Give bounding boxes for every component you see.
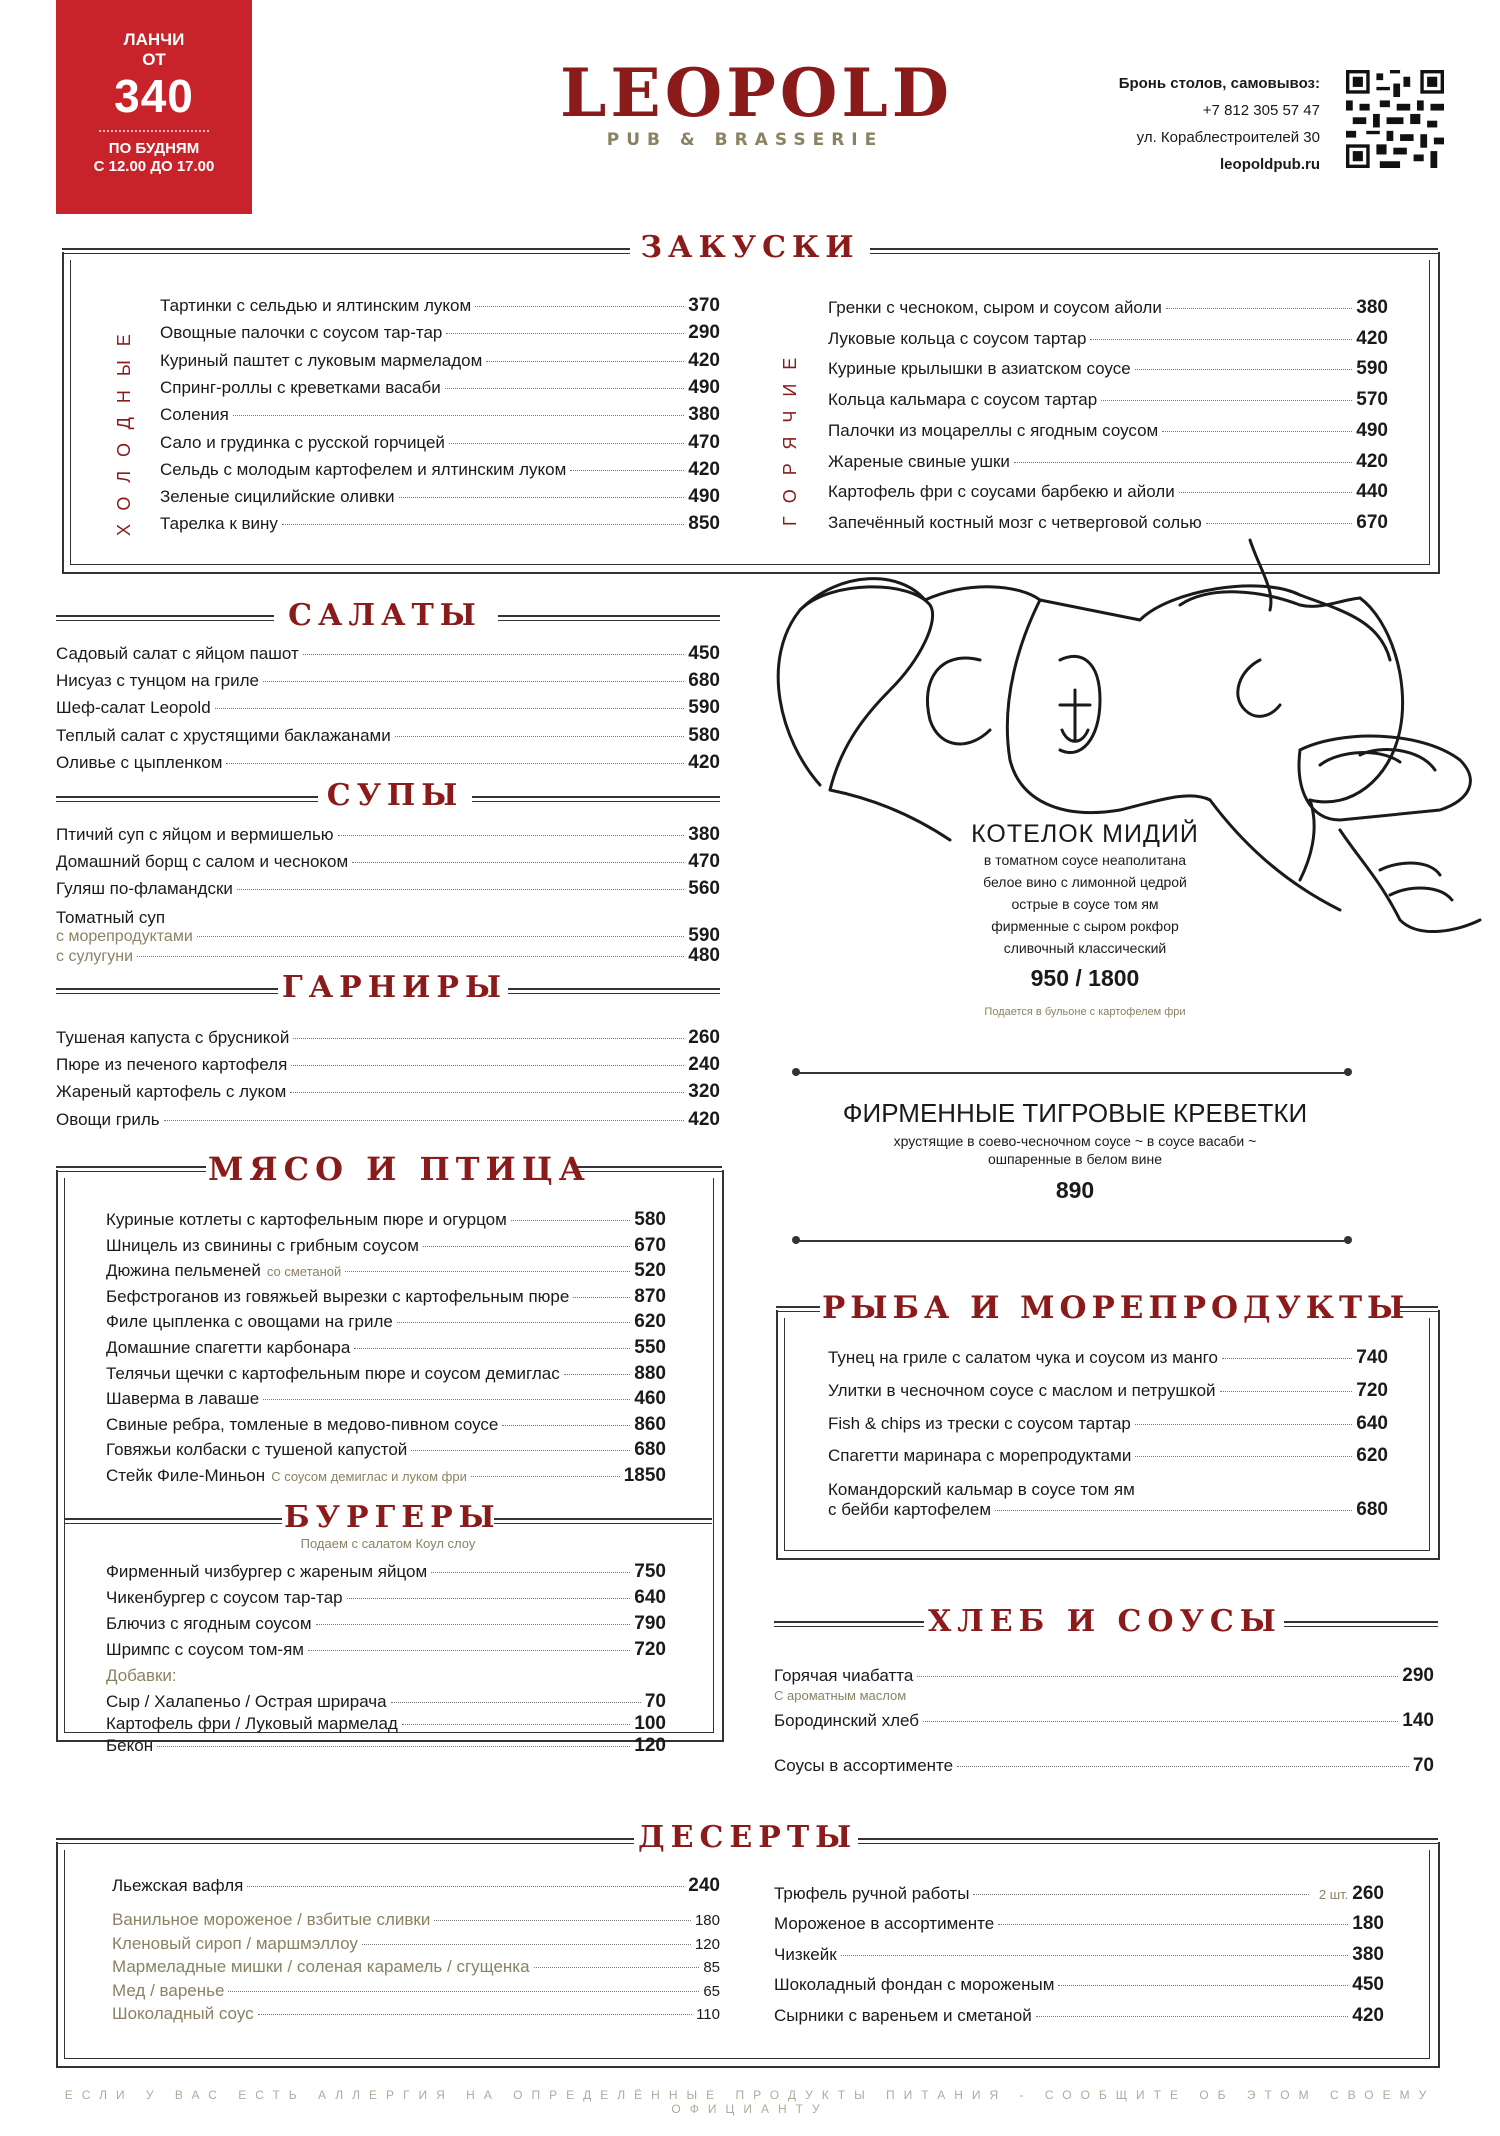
list-item <box>160 458 720 482</box>
dish-name: Жареные свиные ушки <box>828 451 1010 471</box>
dish-name: Улитки в чесночном соусе с маслом и петрушкой <box>828 1380 1216 1400</box>
contacts-title: Бронь столов, самовывоз: <box>1118 75 1320 92</box>
dish-name: Шаверма в лаваше <box>106 1389 260 1409</box>
hot-label: ГОРЯЧИЕ <box>780 343 800 526</box>
price: 640 <box>634 1587 666 1608</box>
divider <box>56 988 278 994</box>
price: 880 <box>634 1362 666 1384</box>
price: 640 <box>1356 1412 1388 1434</box>
dish-name: Блючиз с ягодным соусом <box>106 1614 312 1633</box>
list-item <box>774 2004 1384 2028</box>
price: 590 <box>688 697 720 719</box>
list-item <box>828 1444 1388 1468</box>
dish-name: Картофель фри с соусами барбекю и айоли <box>828 482 1175 502</box>
logo-subtitle: PUB & BRASSERIE <box>606 130 884 150</box>
dish-name: Шницель из свинины с грибным соусом <box>106 1235 419 1255</box>
price: 490 <box>688 376 720 398</box>
list-item <box>828 450 1388 474</box>
list-item <box>828 388 1388 412</box>
list-item <box>828 1412 1388 1436</box>
mussels-options <box>940 849 1230 959</box>
dish-name: Мед / варенье <box>112 1980 225 2000</box>
dish-name: Томатный суп <box>56 908 166 927</box>
list-item <box>112 1932 720 1957</box>
divider <box>774 1621 924 1627</box>
price: 240 <box>688 1875 720 1896</box>
list-item <box>56 850 720 874</box>
price: 240 <box>688 1054 720 1076</box>
dish-name: Палочки из моцареллы с ягодным соусом <box>828 420 1159 440</box>
list-item <box>106 1712 666 1736</box>
list-item <box>774 1664 1434 1688</box>
dish-note: 2 шт. <box>1318 1887 1349 1902</box>
price: 180 <box>1352 1913 1384 1935</box>
divider <box>796 1072 1348 1074</box>
dish-name: Тарелка к вину <box>160 514 278 534</box>
phone[interactable]: +7 812 305 57 47 <box>1202 102 1320 119</box>
list-item <box>774 1754 1434 1778</box>
dish-name: Чизкейк <box>774 1944 837 1964</box>
list-item <box>160 349 720 373</box>
dish-name: Говяжьи колбаски с тушеной капустой <box>106 1440 408 1460</box>
shrimp-line1: хрустящие в соево-чесночном соусе ~ в соусе васаби ~ <box>893 1133 1257 1149</box>
dish-name: Тунец на гриле с салатом чука и соусом из манго <box>828 1348 1218 1367</box>
price: 620 <box>634 1311 666 1333</box>
dish-name: Трюфель ручной работы <box>774 1884 970 1903</box>
list-item <box>828 1379 1388 1403</box>
divider <box>508 988 720 994</box>
list-item <box>106 1586 666 1610</box>
dish-name: Птичий суп с яйцом и вермишелью <box>56 825 334 844</box>
list-item <box>106 1734 666 1758</box>
price: 850 <box>688 513 720 535</box>
list-item <box>112 1908 720 1933</box>
price: 560 <box>688 878 720 900</box>
mussels-option: острые в соусе том ям <box>1011 896 1159 912</box>
dish-name: Сало и грудинка с русской горчицей <box>160 432 445 452</box>
price: 420 <box>688 349 720 371</box>
list-item <box>160 376 720 400</box>
price: 750 <box>634 1561 666 1582</box>
dish-name: Филе цыпленка с овощами на гриле <box>106 1312 393 1332</box>
dish-name: Сельдь с молодым картофелем и ялтинским луком <box>160 459 567 479</box>
divider <box>870 248 1438 254</box>
dish-name: Домашние спагетти карбонара <box>106 1338 351 1357</box>
dish-name: Шоколадный фондан с мороженым <box>774 1975 1055 1995</box>
divider <box>796 1240 1348 1242</box>
dish-name: Куриный паштет с луковым мармеладом <box>160 350 483 370</box>
price: 490 <box>688 486 720 508</box>
dish-name: Мармеладные мишки / соленая карамель / сгущенка <box>112 1957 530 1977</box>
price: 140 <box>1402 1710 1434 1731</box>
price: 85 <box>703 1959 720 1977</box>
list-item <box>106 1259 666 1284</box>
price: 460 <box>634 1388 666 1410</box>
list-item <box>828 296 1388 320</box>
price: 590 <box>688 925 720 946</box>
list-item <box>106 1285 666 1309</box>
logo-name: LEOPOLD <box>560 54 953 132</box>
price: 740 <box>1356 1347 1388 1368</box>
price: 380 <box>1356 297 1388 318</box>
list-item <box>828 1346 1388 1370</box>
divider <box>776 1306 820 1312</box>
section-title-zakuski: ЗАКУСКИ <box>630 230 870 265</box>
mussels-price: 950 / 1800 <box>1030 965 1140 991</box>
shrimp-price: 890 <box>1055 1177 1095 1203</box>
list-item <box>774 1943 1384 1967</box>
price: 70 <box>644 1691 666 1712</box>
price: 65 <box>703 1982 720 2000</box>
list-item <box>112 1979 720 2004</box>
dish-name: Пюре из печеного картофеля <box>56 1055 288 1075</box>
dish-name: Оливье с цыпленком <box>56 752 223 772</box>
qr-code-icon[interactable] <box>1346 70 1444 168</box>
section-title-meat: МЯСО И ПТИЦА <box>208 1150 591 1188</box>
dish-name: Льежская вафля <box>112 1876 244 1895</box>
list-item <box>56 1080 720 1104</box>
list-item <box>828 419 1388 443</box>
cold-label: ХОЛОДНЫЕ <box>114 320 134 536</box>
list-item <box>160 485 720 509</box>
dish-name: Сырники с вареньем и сметаной <box>774 2005 1032 2025</box>
list-item <box>160 403 720 427</box>
price: 420 <box>688 1108 720 1130</box>
price: 320 <box>688 1081 720 1103</box>
list-item <box>774 1973 1384 1997</box>
divider <box>494 1518 712 1524</box>
dish-name: Овощные палочки с соусом тар-тар <box>160 323 443 343</box>
price: 120 <box>694 1935 720 1953</box>
dish-name: Чикенбургер с соусом тар-тар <box>106 1588 343 1607</box>
dish-option: с морепродуктами <box>56 928 193 945</box>
dish-name: Тушеная капуста с брусникой <box>56 1028 290 1047</box>
dish-name: Телячьи щечки с картофельным пюре и соусом демиглас <box>106 1363 560 1383</box>
price: 590 <box>1356 358 1388 380</box>
price: 580 <box>688 724 720 746</box>
list-item <box>774 1882 1384 1907</box>
price: 380 <box>688 404 720 426</box>
list-item <box>112 1874 720 1898</box>
mussels-note: Подается в бульоне с картофелем фри <box>984 1006 1186 1018</box>
price: 790 <box>634 1613 666 1634</box>
dish-name-cont: с бейби картофелем <box>828 1500 992 1519</box>
price: 870 <box>634 1285 666 1307</box>
divider <box>99 130 209 132</box>
divider <box>472 796 720 802</box>
price: 180 <box>694 1912 720 1929</box>
price: 680 <box>688 670 720 692</box>
lunch-days: ПО БУДНЯМ <box>108 140 200 157</box>
list-item <box>160 512 720 536</box>
price: 580 <box>634 1209 666 1230</box>
dish-name: Шоколадный соус <box>112 2004 254 2024</box>
mussels-option: сливочный классический <box>1003 940 1167 956</box>
divider <box>64 1518 282 1524</box>
mussels-block <box>940 820 1230 1018</box>
dish-name: Шеф-салат Leopold <box>56 698 211 718</box>
section-title-salads: САЛАТЫ <box>280 598 490 633</box>
price: 420 <box>688 458 720 480</box>
price: 550 <box>634 1337 666 1358</box>
dish-name: Командорский кальмар в соусе том ям <box>828 1480 1135 1499</box>
list-item <box>106 1336 666 1360</box>
list-item <box>106 1234 666 1258</box>
allergy-footer: ЕСЛИ У ВАС ЕСТЬ АЛЛЕРГИЯ НА ОПРЕДЕЛЁННЫЕ ПРОДУКТЫ ПИТАНИЯ - СООБЩИТЕ ОБ ЭТОМ СВОЕМУ ОФИЦИАНТУ <box>64 2088 1436 2116</box>
dish-name: Картофель фри / Луковый мармелад <box>106 1714 398 1733</box>
dish-name: Бекон <box>106 1736 154 1755</box>
dish-name: Куриные крылышки в азиатском соусе <box>828 359 1131 379</box>
dish-name: Спагетти маринара с морепродуктами <box>828 1446 1132 1466</box>
shrimp-line2: ошпаренные в белом вине <box>987 1151 1163 1167</box>
list-item <box>828 1498 1388 1522</box>
list-item <box>160 321 720 345</box>
list-item <box>160 431 720 455</box>
dish-name: Домашний борщ с салом и чесноком <box>56 852 349 872</box>
section-title-fish: РЫБА И МОРЕПРОДУКТЫ <box>822 1290 1410 1326</box>
list-item <box>106 1612 666 1636</box>
price: 450 <box>1352 1974 1384 1996</box>
price: 680 <box>634 1439 666 1461</box>
dish-note: С ароматным маслом <box>774 1688 907 1703</box>
section-title-soups: СУПЫ <box>322 778 468 813</box>
price: 670 <box>1356 511 1388 533</box>
dish-name: Фирменный чизбургер с жареным яйцом <box>106 1562 428 1581</box>
divider <box>858 1838 1438 1844</box>
list-item <box>56 1053 720 1077</box>
dish-name: Гуляш по-фламандски <box>56 879 233 899</box>
price: 1850 <box>623 1465 666 1486</box>
contacts <box>1080 70 1320 178</box>
price: 420 <box>688 751 720 773</box>
price: 290 <box>688 322 720 344</box>
price: 420 <box>1356 450 1388 472</box>
price: 110 <box>696 2006 720 2024</box>
dish-name: Соления <box>160 405 229 425</box>
price: 70 <box>1412 1755 1434 1776</box>
mussels-option: белое вино с лимонной цедрой <box>983 874 1187 890</box>
price: 260 <box>1352 1883 1384 1904</box>
shrimp-title: ФИРМЕННЫЕ ТИГРОВЫЕ КРЕВЕТКИ <box>842 1098 1308 1128</box>
price: 100 <box>634 1713 666 1734</box>
price: 860 <box>634 1413 666 1435</box>
divider <box>56 1838 634 1844</box>
list-item <box>56 823 720 847</box>
list-item <box>828 357 1388 381</box>
price: 450 <box>688 643 720 664</box>
price: 680 <box>1356 1499 1388 1520</box>
price: 440 <box>1356 481 1388 503</box>
lunch-badge <box>56 0 252 214</box>
dish-option: с сулугуни <box>56 948 134 965</box>
list-item <box>106 1310 666 1334</box>
list-item <box>56 724 720 748</box>
divider <box>1344 1068 1352 1076</box>
list-item <box>160 294 720 318</box>
dish-name: Мороженое в ассортименте <box>774 1914 995 1934</box>
dish-name: Овощи гриль <box>56 1109 160 1129</box>
dish-name: Нисуаз с тунцом на гриле <box>56 671 259 691</box>
dish-name: Кленовый сироп / маршмэллоу <box>112 1933 358 1953</box>
dish-name: Спринг-роллы с креветками васаби <box>160 377 441 397</box>
dish-name: Жареный картофель с луком <box>56 1082 287 1102</box>
dish-name: Бефстроганов из говяжьей вырезки с картофельным пюре <box>106 1286 570 1306</box>
list-item <box>106 1438 666 1462</box>
list-item <box>106 1413 666 1437</box>
list-item <box>56 944 720 969</box>
list-item <box>774 1912 1384 1936</box>
mussels-option: фирменные с сыром рокфор <box>991 918 1179 934</box>
price: 720 <box>1356 1379 1388 1401</box>
list-item <box>56 642 720 666</box>
divider <box>1344 1236 1352 1244</box>
price: 670 <box>634 1234 666 1256</box>
shrimp-block <box>800 1098 1350 1204</box>
divider <box>792 1068 800 1076</box>
dish-name: Сыр / Халапеньо / Острая шрирача <box>106 1692 387 1711</box>
divider <box>792 1236 800 1244</box>
list-item <box>56 696 720 720</box>
dish-name: Бородинский хлеб <box>774 1711 920 1730</box>
divider <box>62 248 642 254</box>
dish-name: Тартинки с сельдью и ялтинским луком <box>160 296 472 315</box>
section-title-desserts: ДЕСЕРТЫ <box>638 1820 858 1855</box>
list-item <box>56 1026 720 1050</box>
list-item <box>106 1362 666 1386</box>
list-item <box>56 877 720 901</box>
divider <box>56 796 318 802</box>
dish-name: Ванильное мороженое / взбитые сливки <box>112 1910 431 1929</box>
price: 480 <box>688 945 720 966</box>
dish-name: Соусы в ассортименте <box>774 1756 954 1775</box>
dish-name: Луковые кольца с соусом тартар <box>828 328 1087 348</box>
list-item <box>774 1709 1434 1733</box>
dish-name: Гренки с чесноком, сыром и соусом айоли <box>828 298 1162 317</box>
dish-name: Кольца кальмара с соусом тартар <box>828 390 1098 410</box>
lunch-label: ЛАНЧИ <box>123 30 185 49</box>
price: 420 <box>1352 2004 1384 2026</box>
list-item <box>106 1387 666 1411</box>
list-item <box>56 751 720 775</box>
list-item <box>112 1955 720 1980</box>
price: 120 <box>634 1735 666 1756</box>
price: 420 <box>1356 327 1388 349</box>
section-title-garnish: ГАРНИРЫ <box>282 970 508 1005</box>
divider <box>56 1166 206 1172</box>
dish-name: Свиные ребра, томленые в медово-пивном соусе <box>106 1414 499 1434</box>
website[interactable]: leopoldpub.ru <box>1220 156 1320 173</box>
address: ул. Кораблестроителей 30 <box>1136 129 1320 146</box>
list-item <box>112 2002 720 2027</box>
dish-name: Зеленые сицилийские оливки <box>160 487 395 507</box>
dish-name: Дюжина пельменей <box>106 1261 261 1281</box>
divider <box>1284 1621 1438 1627</box>
dish-name: Стейк Филе-Миньон <box>106 1466 266 1485</box>
price: 380 <box>1352 1943 1384 1965</box>
divider <box>56 615 274 621</box>
price: 370 <box>688 295 720 316</box>
list-item <box>828 327 1388 351</box>
price: 520 <box>634 1260 666 1282</box>
lunch-price: 340 <box>114 70 194 122</box>
dish-name: Шримпс с соусом том-ям <box>106 1640 304 1659</box>
lunch-hours: С 12.00 ДО 17.00 <box>93 158 215 175</box>
list-item <box>106 1638 666 1662</box>
price: 470 <box>688 431 720 453</box>
price: 260 <box>688 1027 720 1048</box>
mussels-title: КОТЕЛОК МИДИЙ <box>971 820 1199 848</box>
list-item <box>56 1108 720 1132</box>
dish-name: Горячая чиабатта <box>774 1666 914 1685</box>
section-title-burgers: БУРГЕРЫ <box>284 1500 501 1535</box>
price: 470 <box>688 851 720 873</box>
price: 570 <box>1356 389 1388 411</box>
price: 380 <box>688 824 720 845</box>
dish-name: Садовый салат с яйцом пашот <box>56 644 299 663</box>
divider <box>498 615 720 621</box>
mussels-option: в томатном соусе неаполитана <box>983 852 1187 868</box>
price: 290 <box>1402 1665 1434 1686</box>
dish-note: С соусом демиглас и луком фри <box>271 1469 467 1484</box>
price: 490 <box>1356 419 1388 441</box>
list-item <box>56 669 720 693</box>
section-title-bread: ХЛЕБ И СОУСЫ <box>928 1604 1282 1639</box>
dish-name: Теплый салат с хрустящими баклажанами <box>56 725 391 745</box>
price: 720 <box>634 1639 666 1660</box>
list-item <box>106 1208 666 1232</box>
list-item <box>106 1690 666 1714</box>
list-item <box>106 1560 666 1584</box>
price: 620 <box>1356 1445 1388 1467</box>
dish-note: со сметаной <box>266 1264 342 1280</box>
addons-label: Добавки: <box>106 1666 177 1685</box>
dish-name: Fish & chips из трески с соусом тартар <box>828 1413 1131 1433</box>
list-item <box>106 1464 666 1489</box>
burgers-subtitle: Подаем с салатом Коул слоу <box>300 1536 476 1551</box>
lunch-from: ОТ <box>142 50 166 69</box>
dish-name: Запечённый костный мозг с четверговой солью <box>828 512 1202 532</box>
dish-name: Куриные котлеты с картофельным пюре и огурцом <box>106 1210 507 1229</box>
divider <box>576 1166 722 1172</box>
logo <box>560 54 953 150</box>
